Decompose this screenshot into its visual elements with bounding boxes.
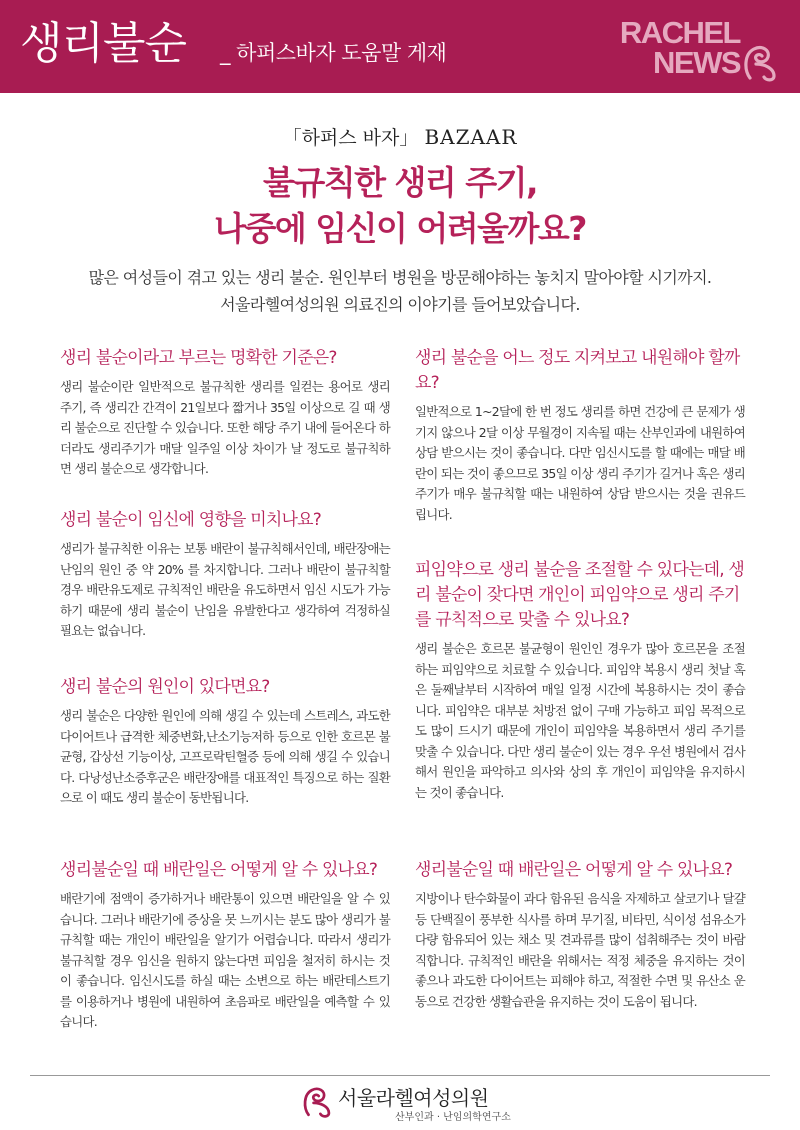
footer [0,1082,800,1130]
qa-question: 피임약으로 생리 불순을 조절할 수 있다는데, 생리 불순이 잦다면 개인이 피임약으로 생리 주기를 규칙적으로 맞출 수 있나요? [415,560,745,630]
page-title: 생리불순 [20,18,187,69]
qa-question: 생리 불순을 어느 정도 지켜보고 내원해야 할까요? [415,348,740,393]
rachel-r-logo-icon [740,44,780,82]
rachel-r-logo-icon [300,1084,334,1120]
headline-line-1: 불규칙한 생리 주기, [262,163,538,202]
qa-question: 생리 불순이 임신에 영향을 미치나요? [60,510,321,530]
brand-line-2: NEWS [653,45,740,80]
qa-question: 생리불순일 때 배란일은 어떻게 알 수 있나요? [415,860,733,880]
qa-answer: 생리 불순은 다양한 원인에 의해 생길 수 있는데 스트레스, 과도한 다이어트나 급격한 체중변화,난소기능저하 등으로 인한 호르몬 불균형, 갑상선 기능이상, 고프로락틴혈증 등에 의해 생길 수 있습니다. 다낭성난소증후군은 배란장애를 대표적인 특징으로 하는 질환으로 이 때도 생리 불순이 동반됩니다. [60,708,390,805]
headline [0,160,800,252]
qa-section-visit-timing [415,346,745,525]
qa-answer: 일반적으로 1~2달에 한 번 정도 생리를 하면 건강에 큰 문제가 생기지 않으나 2달 이상 무월경이 지속될 때는 산부인과에 내원하여 상담 받으시는 것이 좋습니다. 다만 임신시도를 할 때에는 매달 배란이 되는 것이 좋으므로 35일 이상 생리 주기가 길거나 혹은 생리 주기가 매우 불규칙할 때는 내원하여 상담 받으시는 것을 권유드립니다. [415,404,745,522]
qa-question: 생리 불순의 원인이 있다면요? [60,677,270,697]
clinic-name: 서울라헬여성의원 [338,1086,489,1110]
qa-section-criteria [60,346,390,480]
qa-answer: 지방이나 탄수화물이 과다 함유된 음식을 자제하고 살코기나 달걀 등 단백질이 풍부한 식사를 하며 무기질, 비타민, 식이성 섬유소가 다량 함유되어 있는 채소 및 견과류를 많이 섭취해주는 것이 바람직합니다. 규칙적인 배란을 위해서는 적정 체중을 유지하는 것이 좋으나 과도한 다이어트는 피해야 하고, 적절한 수면 및 유산소 운동으로 건강한 생활습관을 유지하는 것이 도움이 됩니다. [415,891,745,1009]
intro-line-1: 많은 여성들이 겪고 있는 생리 불순. 원인부터 병원을 방문해야하는 놓치지 말아야할 시기까지. [88,268,712,287]
intro-text [0,264,800,318]
source-credit [0,124,800,151]
qa-section-contraceptive [415,558,745,803]
rachel-news-brand [590,15,780,82]
qa-question: 생리불순일 때 배란일은 어떻게 알 수 있나요? [60,860,378,880]
brand-wordmark [590,15,740,80]
magazine-logo: BAZAAR [424,125,518,149]
qa-answer: 생리 불순은 호르몬 불균형이 원인인 경우가 많아 호르몬을 조절하는 피임약으로 치료할 수 있습니다. 피임약 복용시 생리 첫날 혹은 둘째날부터 시작하여 매일 일정 시간에 복용하시는 것이 좋습니다. 피임약은 대부분 처방전 없이 구매 가능하고 피임 목적으로도 많이 드시기 때문에 개인이 피임약을 복용하면서 생리 주기를 맞출 수 있습니다. 다만 생리 불순이 있는 경우 우선 병원에서 검사해서 원인을 파악하고 의사와 상의 후 개인이 피임약을 유지하시는 것이 좋습니다. [415,641,745,800]
qa-answer: 배란기에 점액이 증가하거나 배란통이 있으면 배란일을 알 수 있습니다. 그러나 배란기에 증상을 못 느끼시는 분도 많아 생리가 불규칙할 때는 개인이 배란일을 알기가 어렵습니다. 따라서 생리가 불규칙할 경우 임신을 원하지 않는다면 피임을 철저히 하시는 것이 좋습니다. 임신시도를 하실 때는 소변으로 하는 배란테스트기를 이용하거나 병원에 내원하여 초음파로 배란일을 예측할 수 있습니다. [60,891,390,1029]
intro-line-2: 서울라헬여성의원 의료진의 이야기를 들어보았습니다. [220,295,580,314]
headline-line-2: 나중에 임신이 어려울까요? [214,209,586,248]
qa-answer: 생리가 불규칙한 이유는 보통 배란이 불규칙해서인데, 배란장애는 난임의 원인 중 약 20% 를 차지합니다. 그러나 배란이 불규칙할 경우 배란유도제로 규칙적인 배란을 유도하면서 임신 시도가 가능하기 때문에 생리 불순이 난임을 유발한다고 생각하여 걱정하실 필요는 없습니다. [60,541,390,638]
qa-question: 생리 불순이라고 부르는 명확한 기준은? [60,348,337,368]
source-label: 「하퍼스 바자」 [282,127,419,149]
qa-answer: 생리 불순이란 일반적으로 불규칙한 생리를 일컫는 용어로 생리 주기, 즉 생리간 간격이 21일보다 짧거나 35일 이상으로 길 때 생리 불순으로 진단할 수 있습니다. 또한 해당 주기 내에 들어온다 하더라도 생리주기가 매달 일주일 이상 차이가 날 정도로 불규칙하면 생리 불순으로 생각합니다. [60,379,390,476]
page-subtitle: _ 하퍼스바자 도움말 게재 [220,41,447,65]
qa-section-ovulation [60,858,390,1033]
qa-section-pregnancy [60,508,390,642]
qa-section-causes [60,675,390,809]
footer-divider [30,1075,770,1076]
qa-section-lifestyle [415,858,745,1012]
clinic-subtitle: 산부인과 · 난임의학연구소 [395,1112,511,1123]
header-banner [0,0,800,93]
brand-line-1: RACHEL [619,15,740,50]
